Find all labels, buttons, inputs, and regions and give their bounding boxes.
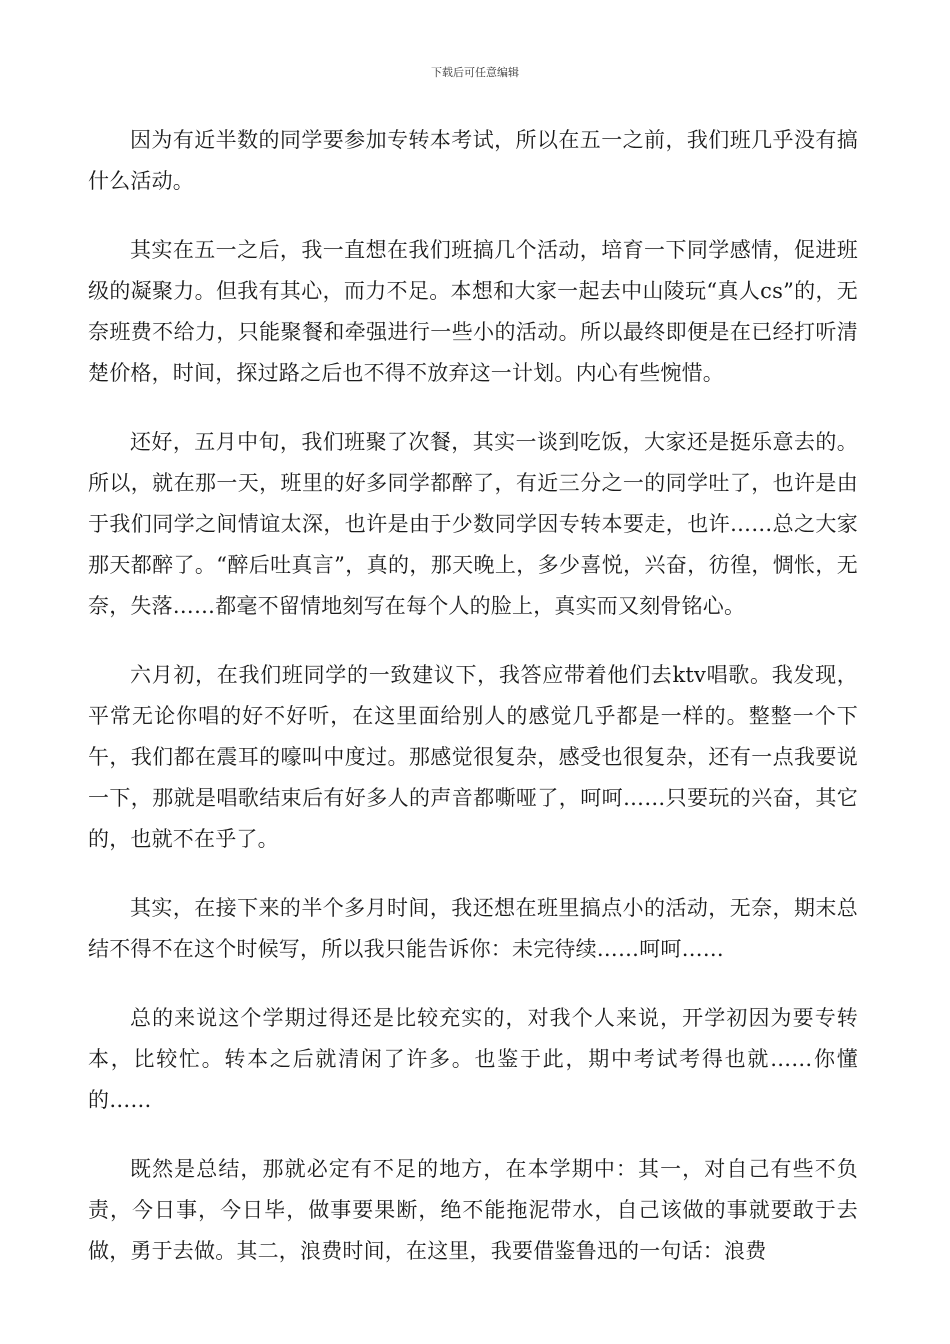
paragraph: 因为有近半数的同学要参加专转本考试，所以在五一之前，我们班几乎没有搞什么活动。 xyxy=(88,128,858,193)
paragraph: 其实，在接下来的半个多月时间，我还想在班里搞点小的活动，无奈，期末总结不得不在这个时候写，所以我只能告诉你：未完待续……呵呵…… xyxy=(88,896,858,961)
page-header: 下载后可任意编辑 xyxy=(431,66,519,79)
paragraph: 其实在五一之后，我一直想在我们班搞几个活动，培育一下同学感情，促进班级的凝聚力。但我有其心，而力不足。本想和大家一起去中山陵玩“真人cs”的，无奈班费不给力，只能聚餐和牵强进行一些小的活动。所以最终即便是在已经打听清楚价格，时间，探过路之后也不得不放弃这一计划。内心有些惋惜。 xyxy=(88,238,858,385)
paragraph: 既然是总结，那就必定有不足的地方，在本学期中：其一，对自己有些不负责，今日事，今日毕，做事要果断，绝不能拖泥带水，自己该做的事就要敢于去做，勇于去做。其二，浪费时间，在这里，我要借鉴鲁迅的一句话：浪费 xyxy=(88,1157,858,1263)
paragraph: 六月初，在我们班同学的一致建议下，我答应带着他们去ktv唱歌。我发现，平常无论你唱的好不好听，在这里面给别人的感觉几乎都是一样的。整整一个下午，我们都在震耳的嚎叫中度过。那感觉很复杂，感受也很复杂，还有一点我要说一下，那就是唱歌结束后有好多人的声音都嘶哑了，呵呵……只要玩的兴奋，其它的，也就不在乎了。 xyxy=(88,663,858,851)
paragraph: 还好，五月中旬，我们班聚了次餐，其实一谈到吃饭，大家还是挺乐意去的。所以，就在那一天，班里的好多同学都醉了，有近三分之一的同学吐了，也许是由于我们同学之间情谊太深，也许是由于少数同学因专转本要走，也许……总之大家那天都醉了。“醉后吐真言”，真的，那天晚上，多少喜悦，兴奋，彷徨，惆怅，无奈，失落……都毫不留情地刻写在每个人的脸上，真实而又刻骨铭心。 xyxy=(88,430,858,618)
paragraph: 总的来说这个学期过得还是比较充实的，对我个人来说，开学初因为要专转本，比较忙。转本之后就清闲了许多。也鉴于此，期中考试考得也就……你懂的…… xyxy=(88,1006,858,1112)
document-body xyxy=(88,120,858,1300)
